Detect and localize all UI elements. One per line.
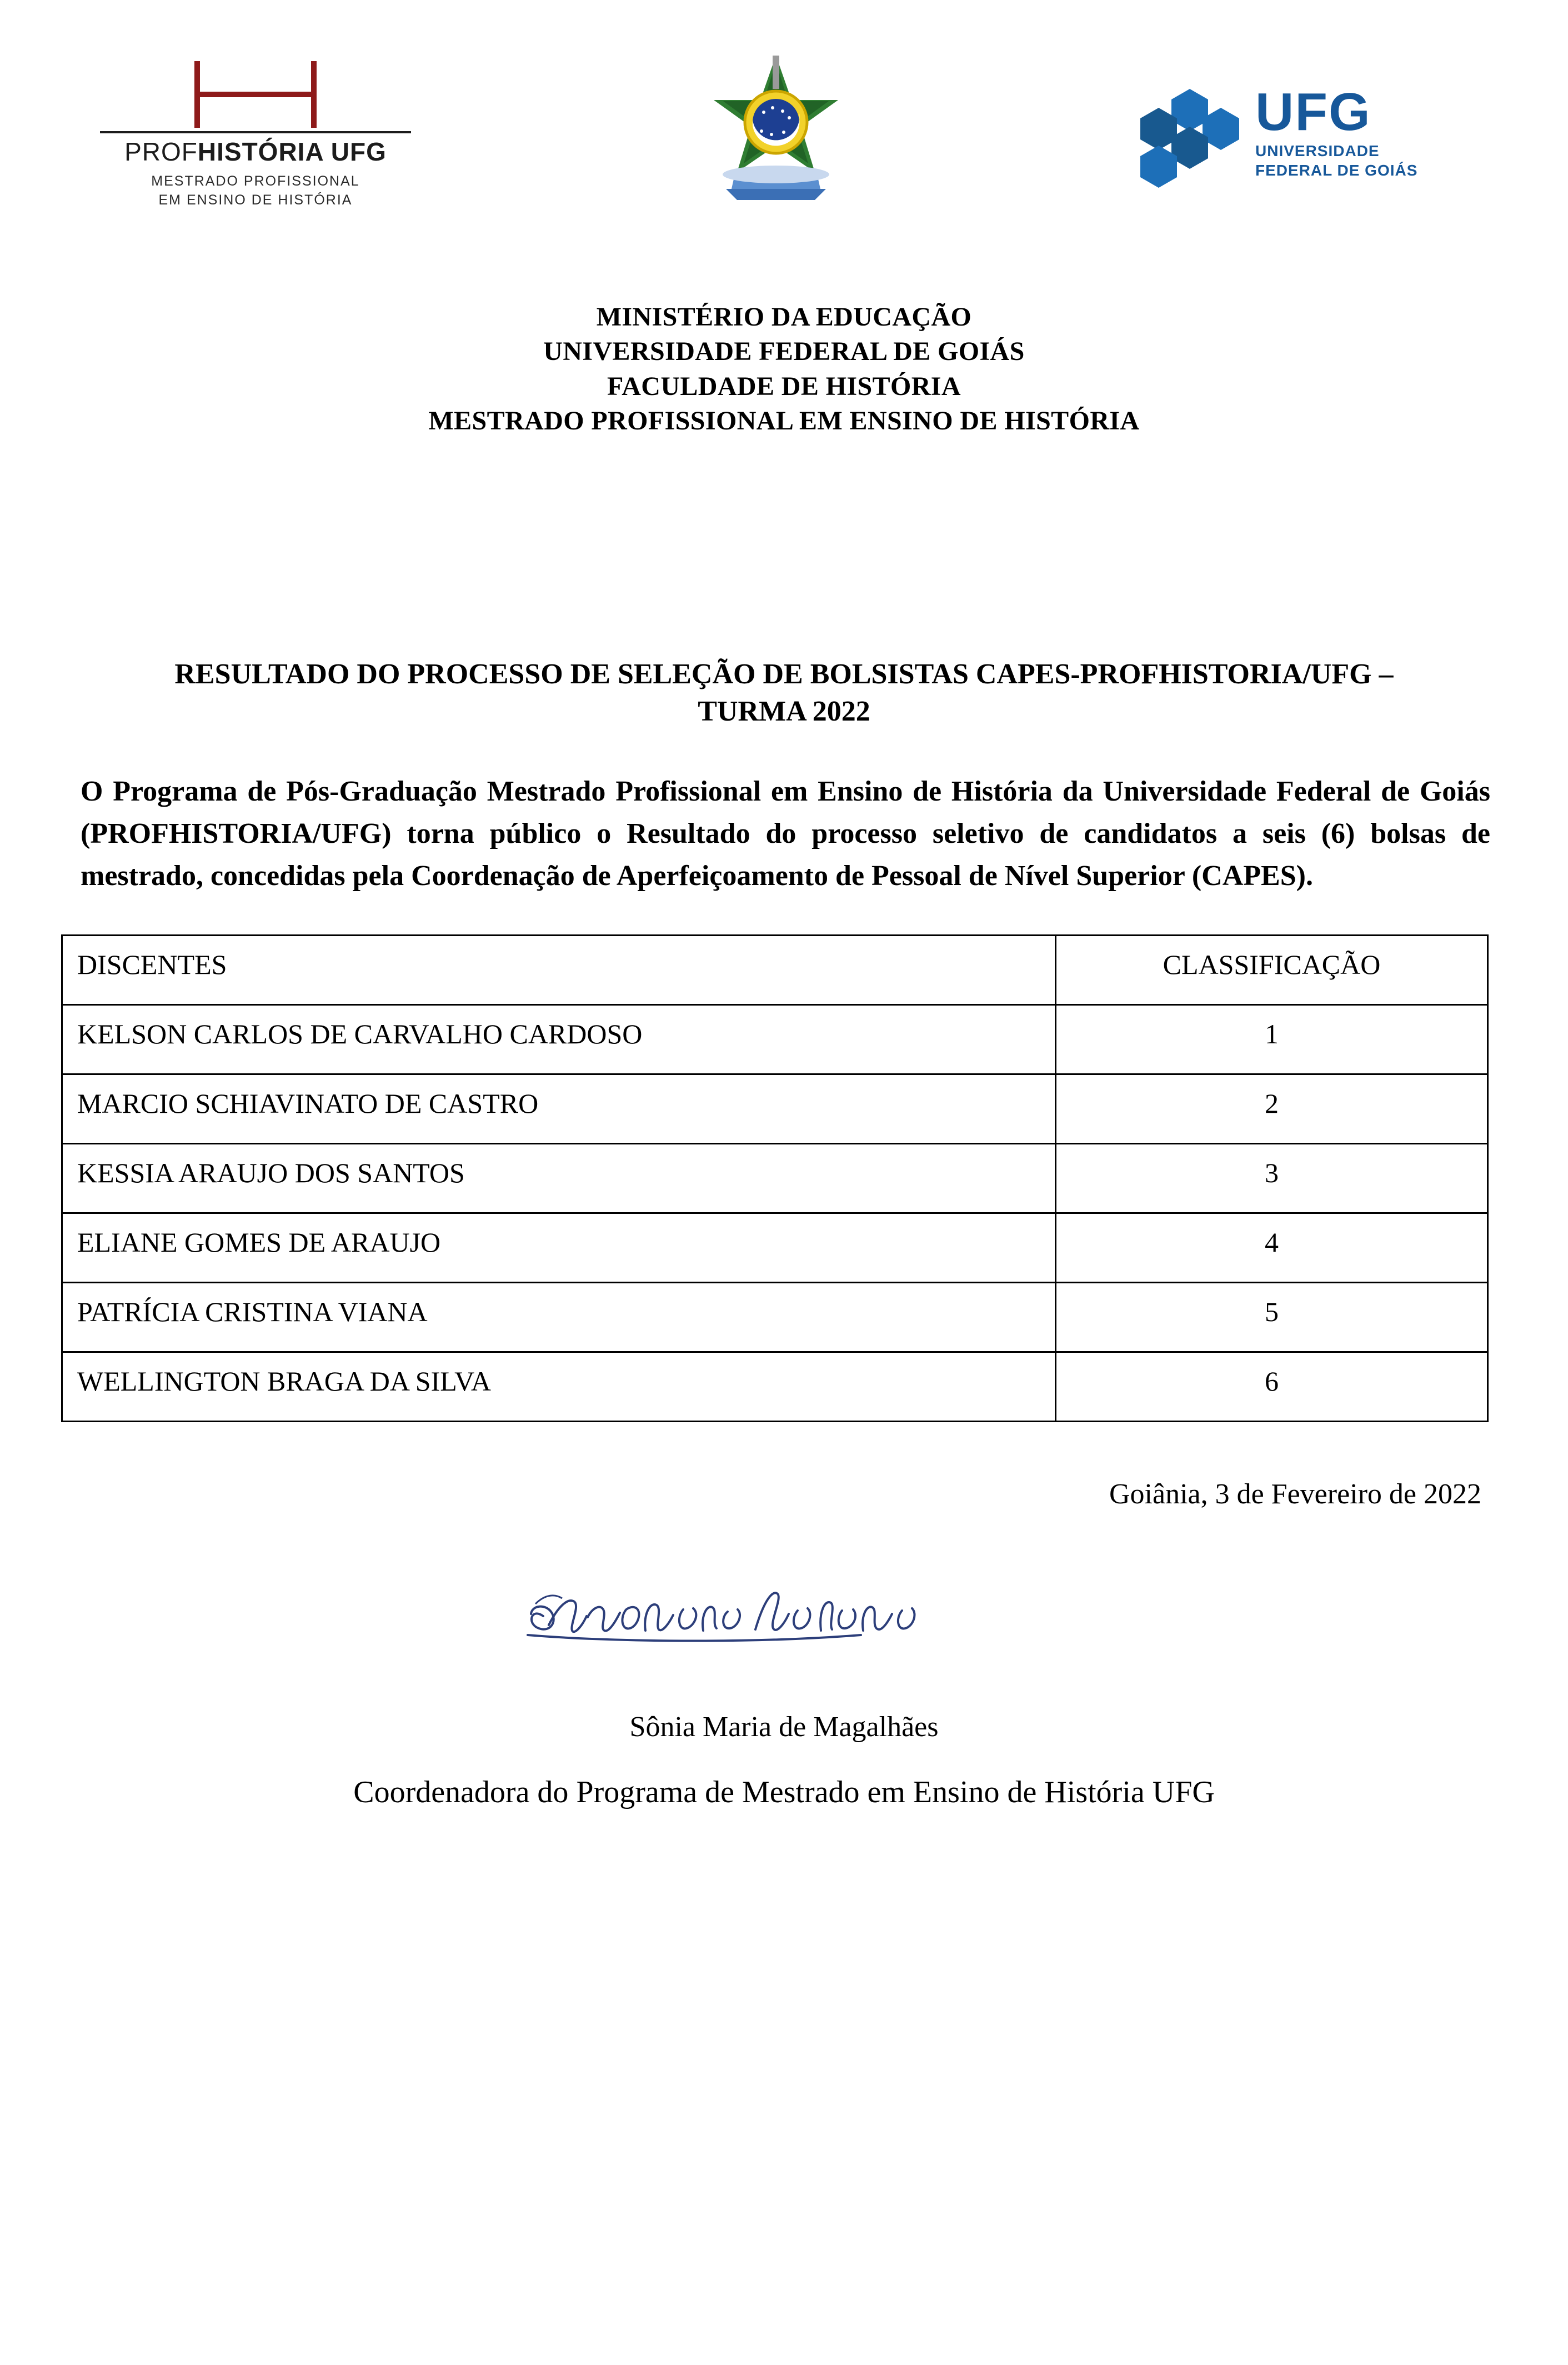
student-rank: 4 (1056, 1213, 1488, 1283)
signature-area (61, 1566, 1507, 1677)
institution-line-3: FACULDADE DE HISTÓRIA (607, 371, 961, 401)
signatory-name: Sônia Maria de Magalhães (629, 1711, 939, 1743)
profhistoria-logo-wordmark (100, 131, 411, 167)
results-table (61, 934, 1489, 1422)
student-name: KESSIA ARAUJO DOS SANTOS (62, 1144, 1056, 1213)
student-name: PATRÍCIA CRISTINA VIANA (62, 1283, 1056, 1352)
ufg-hexagons-icon (1140, 86, 1243, 181)
brazil-coat-of-arms-container (659, 50, 893, 233)
student-name: WELLINGTON BRAGA DA SILVA (62, 1352, 1056, 1422)
table-row (62, 1352, 1488, 1422)
student-name: MARCIO SCHIAVINATO DE CASTRO (62, 1074, 1056, 1144)
profhistoria-logo-historia: HISTÓRIA UFG (197, 137, 387, 166)
table-header-row (62, 936, 1488, 1005)
institution-line-1: MINISTÉRIO DA EDUCAÇÃO (596, 302, 972, 332)
brazil-coat-of-arms-icon (682, 50, 870, 228)
ufg-logo-sub1: UNIVERSIDADE (1255, 142, 1380, 159)
student-rank: 3 (1056, 1144, 1488, 1213)
student-name: ELIANE GOMES DE ARAUJO (62, 1213, 1056, 1283)
table-row (62, 1283, 1488, 1352)
table-row (62, 1005, 1488, 1074)
student-name: KELSON CARLOS DE CARVALHO CARDOSO (62, 1005, 1056, 1074)
date-line: Goiânia, 3 de Fevereiro de 2022 (1109, 1478, 1481, 1511)
profhistoria-logo-prof: PROF (124, 137, 198, 166)
ufg-logo-sub2: FEDERAL DE GOIÁS (1255, 161, 1418, 179)
profhistoria-logo (100, 61, 411, 210)
column-header-classificacao: CLASSIFICAÇÃO (1056, 936, 1488, 1005)
profhistoria-logo-subtitle (100, 172, 411, 210)
profhistoria-logo-sub2: EM ENSINO DE HISTÓRIA (158, 192, 353, 208)
ufg-logo-acronym: UFG (1255, 82, 1371, 142)
institution-line-4: MESTRADO PROFISSIONAL EM ENSINO DE HISTÓRIA (428, 406, 1140, 436)
table-row (62, 1213, 1488, 1283)
student-rank: 1 (1056, 1005, 1488, 1074)
institution-heading (61, 300, 1507, 439)
h-monogram-icon (194, 61, 317, 128)
student-rank: 6 (1056, 1352, 1488, 1422)
column-header-discentes: DISCENTES (62, 936, 1056, 1005)
profhistoria-logo-sub1: MESTRADO PROFISSIONAL (151, 173, 360, 189)
header-logos (61, 39, 1507, 261)
body-paragraph: O Programa de Pós-Graduação Mestrado Profissional em Ensino de História da Universidade Federal de Goiás (PROFHISTORIA/UFG) torna público o Resultado do processo seletivo de candidatos a seis (6) bolsas de mestrado, concedidas pela Coordenação de Aperfeiçoamento de Pessoal de Nível Superior (CAPES). (81, 775, 1490, 892)
ufg-logo (1140, 82, 1485, 181)
ufg-logo-text (1255, 82, 1418, 179)
table-row (62, 1144, 1488, 1213)
signatory-role: Coordenadora do Programa de Mestrado em Ensino de História UFG (353, 1775, 1215, 1810)
institution-line-2: UNIVERSIDADE FEDERAL DE GOIÁS (543, 337, 1025, 367)
page-title: RESULTADO DO PROCESSO DE SELEÇÃO DE BOLSISTAS CAPES-PROFHISTORIA/UFG – TURMA 2022 (174, 658, 1394, 728)
student-rank: 5 (1056, 1283, 1488, 1352)
table-row (62, 1074, 1488, 1144)
student-rank: 2 (1056, 1074, 1488, 1144)
handwritten-signature-icon (517, 1577, 1016, 1666)
